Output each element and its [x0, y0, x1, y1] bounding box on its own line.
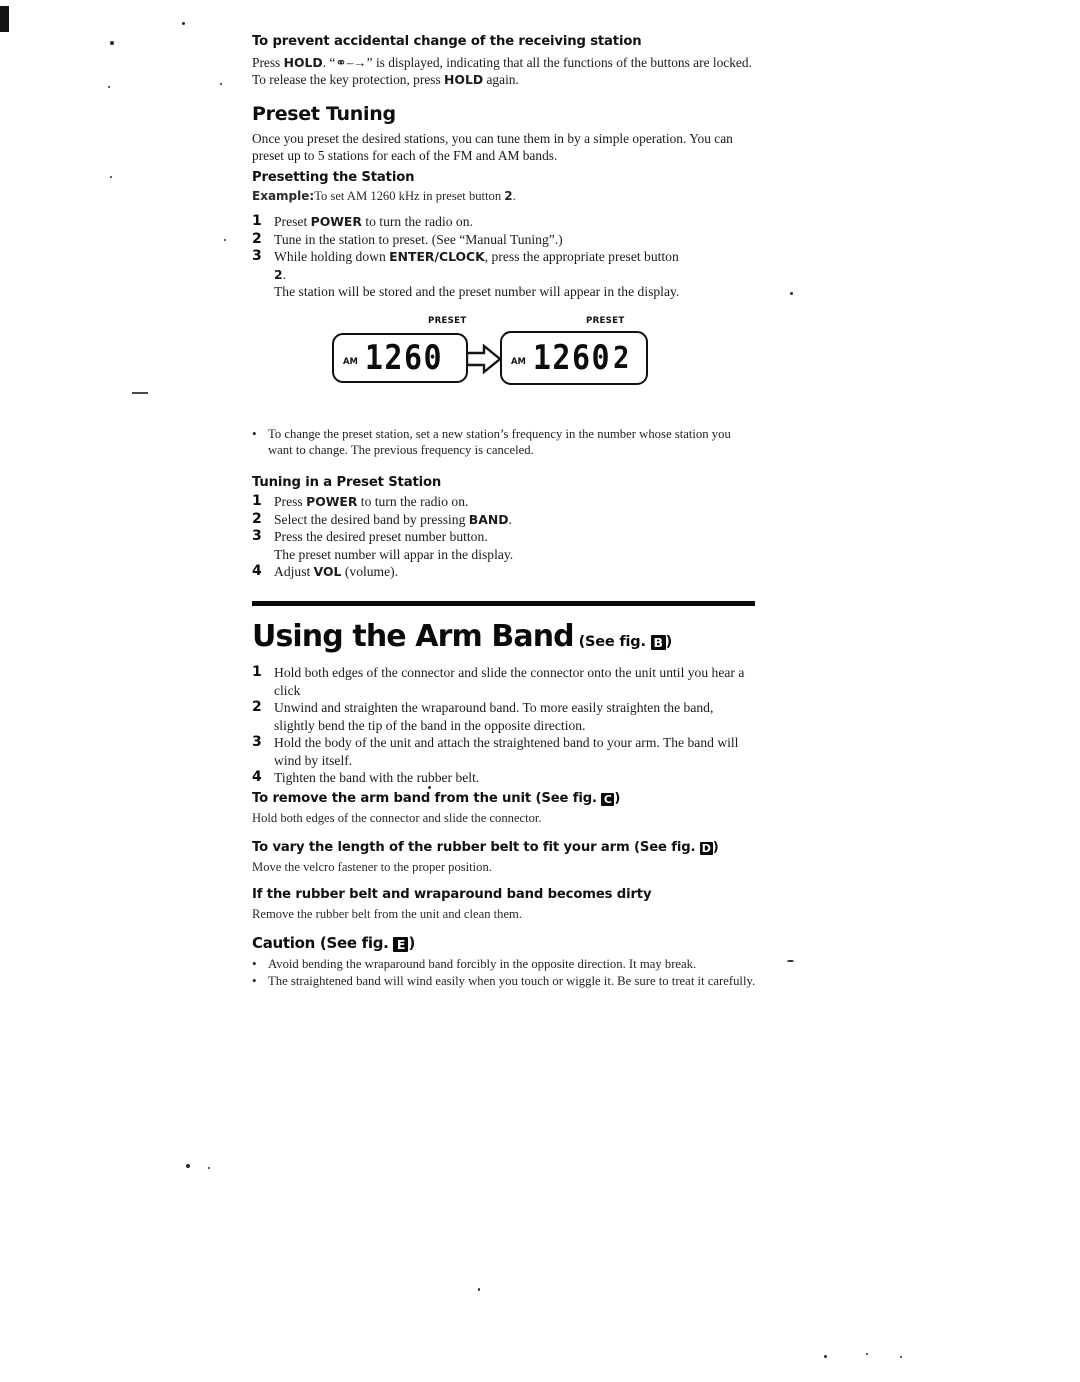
step-text-pre: Press — [274, 494, 307, 509]
section-divider-rule — [252, 601, 755, 606]
prevent-change-body — [252, 55, 757, 88]
scan-speck — [478, 1288, 480, 1291]
section-using-the-arm-band — [252, 619, 757, 787]
scan-speck — [108, 86, 110, 88]
step-text — [274, 248, 757, 266]
caution-bullets — [252, 956, 757, 989]
fig-badge-e-icon: E — [393, 937, 408, 952]
tuning-preset-heading: Tuning in a Preset Station — [252, 475, 442, 490]
step3-extra-text: The station will be stored and the preset number will appear in the display. — [274, 284, 680, 299]
remove-arm-band-heading — [252, 791, 757, 806]
scan-speck — [787, 960, 794, 962]
step-text — [274, 511, 757, 529]
step-item — [252, 213, 757, 231]
section-presetting-the-station — [252, 170, 757, 301]
see-fig-pre: (See fig. — [578, 634, 651, 650]
step-item — [252, 248, 757, 266]
scan-speck — [224, 239, 226, 241]
preset-label-left: PRESET — [428, 316, 467, 326]
step-text — [274, 563, 757, 581]
lcd-band-indicator-am: AM — [511, 356, 526, 366]
step-text-post: , press the appropriate preset button — [484, 249, 679, 264]
remove-arm-band-heading-pre: To remove the arm band from the unit (See fig. — [252, 791, 602, 806]
bullet-dot-icon: • — [252, 426, 257, 441]
lcd-band-indicator-am: AM — [343, 356, 358, 366]
example-text: To set AM 1260 kHz in preset button — [314, 189, 505, 203]
step-text: Hold both edges of the connector and slide the connector onto the unit until you hear a click — [274, 665, 745, 698]
step-text — [274, 213, 757, 231]
preset-change-note — [252, 426, 757, 459]
step-item — [252, 563, 757, 581]
step-text-post: . — [508, 511, 512, 527]
see-fig-reference — [574, 634, 672, 650]
scan-speck — [110, 41, 114, 45]
bullet-text: Avoid bending the wraparound band forcibly in the opposite direction. It may break. — [268, 957, 697, 971]
enter-clock-button-name: ENTER/CLOCK — [389, 249, 485, 264]
remove-arm-band-body: Hold both edges of the connector and slide the connector. — [252, 811, 542, 825]
example-label: Example: — [252, 189, 315, 203]
lcd-frequency-digits: 1260 — [532, 338, 612, 378]
step-item — [252, 511, 757, 529]
dirty-belt-body: Remove the rubber belt from the unit and clean them. — [252, 907, 522, 921]
vary-length-heading — [252, 840, 757, 855]
preset-tuning-body: Once you preset the desired stations, you can tune them in by a simple operation. You can preset up to 5 stations for each of the FM and AM bands. — [252, 131, 733, 163]
step3-preset-number-line — [274, 266, 757, 284]
step-number: 1 — [252, 213, 262, 229]
step3-preset-number: 2 — [274, 266, 283, 282]
scan-speck — [208, 1167, 210, 1169]
lcd-display-figure — [330, 316, 650, 396]
scan-speck — [900, 1356, 902, 1358]
section-preset-tuning — [252, 103, 757, 164]
step-number: 2 — [252, 699, 262, 715]
prevent-change-body-pre: Press — [252, 55, 284, 70]
hold-button-name-2: HOLD — [444, 71, 484, 87]
lcd-display-before — [332, 333, 468, 383]
bullet-text: The straightened band will wind easily when you touch or wiggle it. Be sure to treat it carefully. — [268, 974, 756, 988]
example-preset-number: 2 — [504, 189, 513, 203]
prevent-change-body-post: again. — [483, 71, 519, 87]
step-number: 1 — [252, 493, 262, 509]
step-number: 4 — [252, 769, 262, 785]
band-button-name: BAND — [468, 511, 509, 527]
see-fig-post: ) — [665, 634, 673, 650]
preset-tuning-heading: Preset Tuning — [252, 103, 396, 125]
caution-heading — [252, 934, 757, 952]
section-remove-arm-band — [252, 791, 757, 826]
hold-button-name-1: HOLD — [283, 55, 323, 70]
scan-speck — [110, 176, 112, 178]
presetting-steps — [252, 213, 757, 301]
step-text: Press the desired preset number button. — [274, 529, 488, 544]
step-text-pre: Select the desired band by pressing — [274, 511, 469, 527]
vary-length-heading-post: ) — [712, 840, 719, 855]
page-title: Using the Arm Band — [252, 619, 574, 654]
example-text-end: . — [512, 189, 516, 203]
step3-extra-text: The preset number will appar in the display. — [274, 546, 514, 562]
section-dirty-belt — [252, 887, 757, 922]
lcd-preset-number: 2 — [613, 340, 631, 376]
power-button-name: POWER — [306, 494, 358, 509]
power-button-name: POWER — [310, 214, 362, 229]
step-item — [252, 231, 757, 249]
dirty-belt-heading: If the rubber belt and wraparound band becomes dirty — [252, 887, 652, 902]
step-item — [252, 528, 757, 546]
caution-heading-pre: Caution (See fig. — [252, 934, 394, 952]
section-vary-rubber-belt-length — [252, 840, 757, 875]
step-number: 3 — [252, 528, 262, 544]
scan-speck — [182, 22, 185, 25]
fig-badge-c-icon: C — [601, 793, 614, 806]
step-item — [252, 734, 757, 769]
step-text-post: to turn the radio on. — [357, 494, 469, 509]
vary-length-body: Move the velcro fastener to the proper position. — [252, 860, 492, 874]
prevent-change-heading: To prevent accidental change of the receiving station — [252, 34, 642, 49]
step3-preset-number-end: . — [282, 266, 287, 282]
step-number: 3 — [252, 734, 262, 750]
scan-dash-artifact — [132, 392, 148, 394]
preset-label-right: PRESET — [586, 316, 625, 326]
caution-heading-post: ) — [408, 934, 416, 952]
scan-speck — [866, 1353, 868, 1355]
step-text-post: (volume). — [341, 564, 399, 579]
step-text: Unwind and straighten the wraparound band. To more easily straighten the band, slightly bend the tip of the band in the opposite direction. — [274, 700, 714, 733]
step-item — [252, 664, 757, 699]
scan-speck — [220, 83, 222, 85]
bullet-dot-icon: • — [252, 973, 257, 988]
step-text: Tighten the band with the rubber belt. — [274, 770, 480, 785]
step-text-pre: While holding down — [274, 249, 390, 264]
remove-arm-band-heading-post: ) — [614, 791, 621, 806]
arrow-right-icon — [466, 344, 502, 374]
section-prevent-accidental-change — [252, 34, 757, 88]
prevent-change-body-mid: . “⚭–→” is displayed, indicating that all the functions of the buttons are locked. To release the key protection, press — [252, 55, 752, 87]
scan-speck — [186, 1164, 190, 1168]
step-text-post: to turn the radio on. — [361, 214, 473, 229]
step-number: 2 — [252, 510, 262, 527]
arrow-right-outline-svg — [466, 344, 502, 374]
presetting-heading: Presetting the Station — [252, 170, 415, 185]
arm-band-steps — [252, 664, 757, 787]
bullet-item — [252, 426, 757, 458]
lcd-frequency-digits: 1260 — [364, 338, 444, 378]
section-tuning-in-a-preset-station — [252, 475, 757, 581]
step-number: 4 — [252, 563, 262, 579]
step-text-pre: Adjust — [274, 564, 314, 579]
scan-speck — [824, 1355, 827, 1358]
arm-band-title-row — [252, 619, 757, 654]
step-text: Hold the body of the unit and attach the straightened band to your arm. The band will wind by itself. — [274, 735, 739, 768]
step-number: 3 — [252, 248, 262, 264]
step-item — [252, 493, 757, 511]
fig-badge-b-icon: B — [651, 635, 666, 650]
step-number: 2 — [252, 230, 262, 247]
bullet-text: To change the preset station, set a new station’s frequency in the number whose station you want to change. The previous frequency is canceled. — [268, 427, 731, 457]
fig-badge-d-icon: D — [700, 842, 713, 855]
tuning-preset-steps — [252, 493, 757, 581]
vol-button-name: VOL — [313, 564, 342, 579]
step-item — [252, 769, 757, 787]
lcd-display-after — [500, 331, 648, 385]
presetting-example — [252, 188, 757, 204]
step-text — [274, 493, 757, 511]
scan-speck — [790, 292, 793, 295]
bullet-item — [252, 956, 757, 972]
step-number: 1 — [252, 664, 262, 680]
step-text: Tune in the station to preset. (See “Manual Tuning”.) — [274, 231, 563, 247]
section-caution — [252, 934, 757, 990]
step-item — [252, 699, 757, 734]
scan-edge-artifact — [0, 6, 9, 32]
bullet-dot-icon: • — [252, 956, 257, 971]
bullet-item — [252, 973, 757, 989]
vary-length-heading-pre: To vary the length of the rubber belt to fit your arm (See fig. — [252, 840, 700, 855]
step-text-pre: Preset — [274, 214, 311, 229]
